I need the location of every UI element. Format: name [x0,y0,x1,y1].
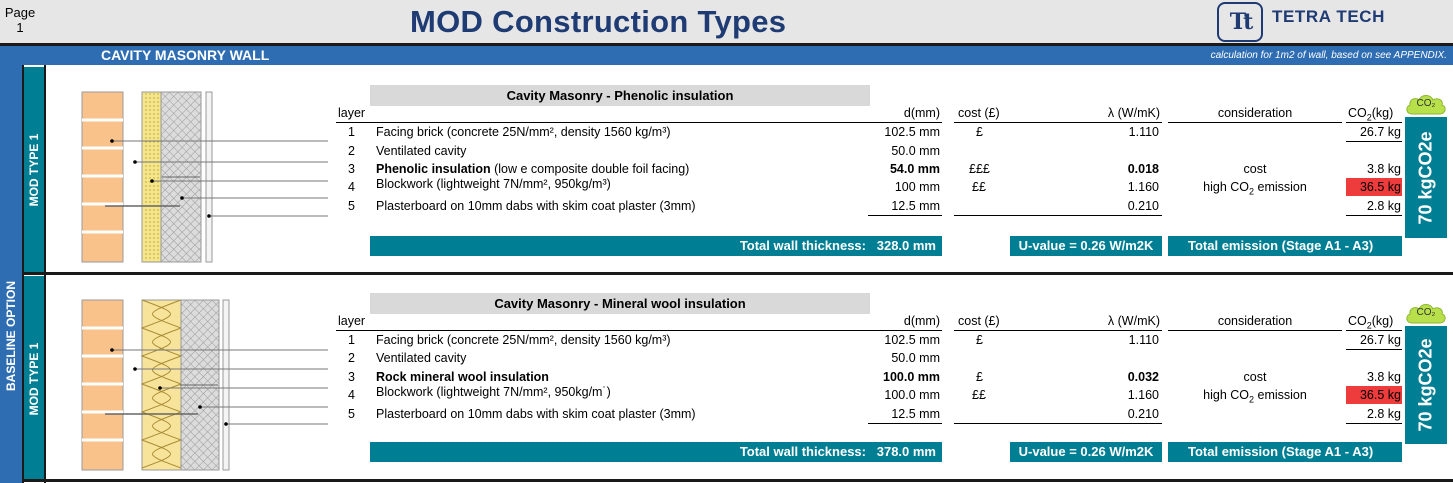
section-note: calculation for 1m2 of wall, based on see APPENDIX. [1210,50,1447,61]
layer-thickness: 12.5 mm [891,199,940,213]
layer-description [376,175,611,193]
brick-layer [82,300,123,470]
layer-co2: 36.5 kg [1359,388,1401,402]
layer-cost: £ [976,370,983,384]
layer-lambda: 0.210 [1127,199,1159,213]
sum-underline [954,423,1162,424]
section-band [0,46,1453,65]
consideration-suffix: emission [1254,388,1307,402]
page-label: Page [4,5,36,20]
layer-co2: 26.7 kg [1359,333,1401,347]
layer-thickness: 100.0 mm [883,370,940,384]
construction-title: Cavity Masonry - Mineral wool insulation [370,293,870,314]
co2-subscript: 2 [1366,112,1372,123]
layer-consideration: cost [1243,162,1267,176]
consideration-text: high CO [1203,180,1250,194]
consideration-suffix: emission [1254,180,1307,194]
layer-desc-text: Blockwork (lightweight 7N/mm², 950kg/m³) [376,177,611,191]
plasterboard-layer [206,92,212,262]
logo-mark: Tt [1217,2,1263,42]
type-label: MOD TYPE 1 [27,342,41,415]
baseline-label: BASELINE OPTION [4,280,18,392]
layer-description [376,331,671,349]
phenolic-layer [142,92,161,262]
layer-lambda: 1.110 [1128,125,1159,139]
layer-cost: ££ [972,180,986,194]
header-underline [1168,330,1342,331]
col-header-thickness: d(mm) [903,314,940,328]
co2-text: CO [1348,106,1367,120]
total-thickness-bar [370,236,942,256]
consideration-subscript: 2 [1249,394,1255,405]
layer-description [376,349,466,367]
co2-unit: (kg) [1371,106,1394,120]
layer-consideration: cost [1243,370,1267,384]
layer-desc-text: (low e composite double foil facing) [490,162,690,176]
type-label: MOD TYPE 1 [27,133,41,206]
layer-number: 2 [348,144,355,158]
layer-consideration [1170,178,1340,201]
sum-underline [868,215,942,216]
type-strip-2 [24,276,44,481]
sum-underline [954,215,1162,216]
col-header-thickness: d(mm) [903,106,940,120]
layer-number: 3 [348,370,355,384]
total-emission-label: Total emission (Stage A1 - A3) [1168,236,1402,256]
page-indicator [4,5,36,35]
mineral-wool-layer [142,300,181,470]
layer-cost: £ [976,125,983,139]
col-header-co2 [1348,314,1393,331]
layer-lambda: 1.110 [1128,333,1159,347]
page-header [0,0,1453,46]
col-header-cost: cost (£) [958,314,1000,328]
layer-co2: 3.8 kg [1366,162,1401,176]
layer-number: 4 [348,388,355,402]
total-emission-badge [1405,326,1447,444]
layer-desc-text: Ventilated cavity [376,144,467,158]
co2-subscript: 2 [1366,320,1372,331]
col-header-lambda: λ (W/mK) [1107,106,1160,120]
layer-lambda: 1.160 [1127,388,1159,402]
layer-desc-text: Ventilated cavity [376,351,467,365]
sum-underline [1346,215,1402,216]
layer-co2: 36.5 kg [1359,180,1401,194]
layer-lambda: 1.160 [1127,180,1159,194]
logo-text: TETRA TECH [1272,7,1386,26]
layer-number: 1 [348,333,355,347]
layer-number: 3 [348,162,355,176]
consideration-subscript: 2 [1249,186,1255,197]
wall-section-diagram-mineral-wool [80,286,330,483]
layer-thickness: 12.5 mm [891,407,940,421]
col-header-lambda: λ (W/mK) [1107,314,1160,328]
layer-description [376,123,671,141]
total-emission-value: 70 kgCO2e [1415,338,1436,432]
col-header-cost: cost (£) [958,106,1000,120]
layer-co2: 2.8 kg [1366,199,1401,213]
layer-thickness: 102.5 mm [884,125,940,139]
col-header-consideration: consideration [1217,314,1293,328]
total-emission-label: Total emission (Stage A1 - A3) [1168,442,1402,462]
layer-lambda: 0.210 [1127,407,1159,421]
layer-name-bold: Rock mineral wool insulation [376,370,549,384]
layer-thickness: 100 mm [894,180,940,194]
layer-thickness: 50.0 mm [891,144,940,158]
layer-description [376,197,696,215]
brick-layer [82,92,123,262]
plasterboard-layer [223,300,229,470]
layer-desc-text: Facing brick (concrete 25N/mm², density 1560 kg/m³) [376,333,671,347]
section-title: CAVITY MASONRY WALL [101,47,270,63]
co2-unit: (kg) [1371,314,1394,328]
u-value-badge: U-value = 0.26 W/m2K [1010,236,1162,256]
layer-description [376,142,466,160]
layer-description [376,383,611,401]
total-thickness-bar [370,442,942,462]
layer-cost: ££ [972,388,986,402]
col-header-layer: layer [338,106,366,120]
u-value-badge: U-value = 0.26 W/m2K [1010,442,1162,462]
total-emission-badge [1405,117,1447,238]
layer-lambda: 0.018 [1127,162,1159,176]
col-header-consideration: consideration [1217,106,1293,120]
col-header-layer: layer [338,314,366,328]
total-thickness-value: 378.0 mm [876,444,936,459]
layer-desc-text: Facing brick (concrete 25N/mm², density 1560 kg/m³) [376,125,671,139]
layer-name-bold: Phenolic insulation [376,162,491,176]
sum-underline [1346,423,1402,424]
layer-number: 2 [348,351,355,365]
layer-number: 5 [348,199,355,213]
layer-co2: 3.8 kg [1366,370,1401,384]
col-header-co2 [1348,106,1393,123]
company-logo [1217,1,1385,43]
co2-underline [1346,141,1402,142]
header-underline [1168,122,1342,123]
layer-desc-text: Blockwork (lightweight 7N/mm², 950kg/m˙) [376,385,611,399]
layer-thickness: 54.0 mm [889,162,940,176]
layer-number: 5 [348,407,355,421]
layer-cost: £££ [969,162,990,176]
page-title: MOD Construction Types [410,4,787,39]
layer-lambda: 0.032 [1127,370,1159,384]
baseline-strip [0,65,22,483]
total-emission-value: 70 kgCO2e [1415,130,1436,225]
co2-cloud-label: CO₂ [1416,307,1436,318]
sum-underline [868,423,942,424]
total-thickness-label: Total wall thickness: [739,444,866,459]
layer-consideration [1170,386,1340,409]
wall-section-diagram-phenolic [80,78,330,278]
layer-co2: 26.7 kg [1359,125,1401,139]
co2-text: CO [1348,314,1367,328]
page-number: 1 [16,20,24,35]
layer-co2: 2.8 kg [1366,407,1401,421]
layer-desc-text: Plasterboard on 10mm dabs with skim coat plaster (3mm) [376,199,696,213]
co2-underline [1346,349,1402,350]
total-thickness-value: 328.0 mm [876,238,936,253]
total-thickness-label: Total wall thickness: [739,238,866,253]
layer-desc-text: Plasterboard on 10mm dabs with skim coat plaster (3mm) [376,407,696,421]
layer-description [376,405,696,423]
co2-cloud-label: CO₂ [1416,98,1436,109]
layer-number: 4 [348,180,355,194]
layer-thickness: 50.0 mm [891,351,940,365]
layer-thickness: 102.5 mm [884,333,940,347]
layer-cost: £ [976,333,983,347]
layer-thickness: 100.0 mm [884,388,940,402]
construction-title: Cavity Masonry - Phenolic insulation [370,85,870,106]
type-strip-1 [24,67,44,272]
consideration-text: high CO [1203,388,1250,402]
layer-number: 1 [348,125,355,139]
